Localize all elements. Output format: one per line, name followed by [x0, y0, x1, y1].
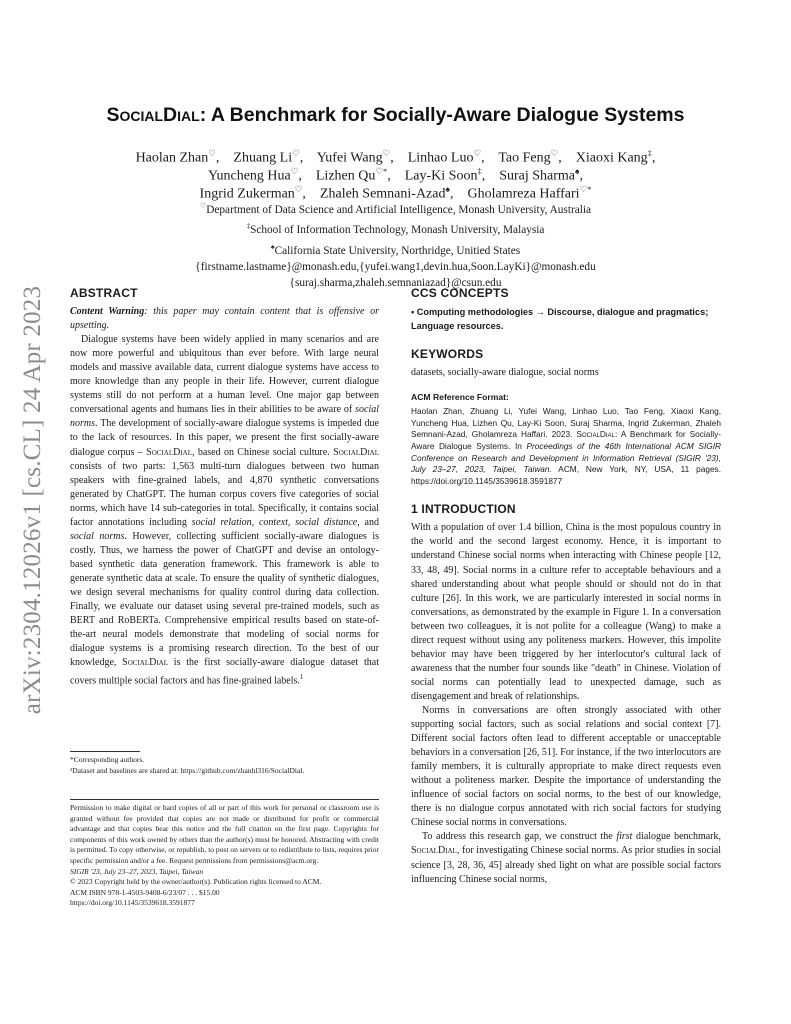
copyright-line: © 2023 Copyright held by the owner/author(s). Publication rights licensed to ACM. — [70, 877, 322, 887]
arxiv-stamp: arXiv:2304.12026v1 [cs.CL] 24 Apr 2023 — [19, 285, 46, 715]
affiliations — [60, 198, 731, 292]
footnotes — [70, 755, 379, 776]
doi-link[interactable]: https://doi.org/10.1145/3539618.3591877 — [70, 898, 195, 908]
footnote-dataset: ¹Dataset and baselines are shared at: https://github.com/zhanhl316/SocialDial. — [70, 765, 305, 775]
keywords-heading: KEYWORDS — [411, 347, 484, 362]
introduction-heading: 1 INTRODUCTION — [411, 502, 516, 517]
author-line-3: Ingrid Zukerman♡, Zhaleh Semnani-Azad♠, Gholamreza Haffari♡* — [199, 184, 592, 202]
intro-paragraph-3: To address this research gap, we construct the first dialogue benchmark, SocialDial, for investigating Chinese social norms. As prior studies in social science [3, 28, 36, 45] already shed light on what are possible social factors influencing Chinese social norms, — [411, 831, 722, 885]
conference-line: SIGIR '23, July 23–27, 2023, Taipei, Taiwan — [70, 866, 204, 876]
content-warning: Content Warning: this paper may contain content that is offensive or upsetting. — [70, 306, 379, 332]
permission-block — [70, 803, 379, 909]
author-line-1: Haolan Zhan♡, Zhuang Li♡, Yufei Wang♡, Linhao Luo♡, Tao Feng♡, Xiaoxi Kang‡, — [135, 148, 656, 166]
acm-reference — [411, 390, 721, 487]
affiliation-1: ♡Department of Data Science and Artificial Intelligence, Monash University, Australia — [199, 202, 592, 216]
permission-text: Permission to make digital or hard copies of all or part of this work for personal or classroom use is granted without fee provided that copies are not made or distributed for profit or commercial advantage and that copies bear this notice and the full citation on the first page. Copyrights for components of this work owned by others than the author(s) must be honored. Abstracting with credit is permitted. To copy otherwise, or republish, to post on servers or to redistribute to lists, requires prior specific permission and/or a fee. Request permissions from permissions@acm.org. — [70, 803, 379, 865]
permission-rule — [70, 799, 379, 800]
intro-paragraph-2: Norms in conversations are often strongly associated with other supporting social factors, such as social relations and social context [7]. Different social factors often lead to different acceptable or unacceptable behaviors in a conversation [26, 51]. For instance, if the two interlocutors are family members, it is culturally appropriate to make direct requests even without a politeness marker. Despite the importance of understanding the influence of social factors on social norms, to the best of our knowledge, there is no dialogue corpus annotated with rich social factors for studying Chinese social norms in conversations. — [411, 705, 721, 829]
left-column — [70, 286, 379, 689]
paper-title: SocialDial: A Benchmark for Socially-Aware Dialogue Systems — [106, 104, 685, 126]
intro-paragraph-1: With a population of over 1.4 billion, China is the most populous country in the world and the second largest economy. Hence, it is important to understand Chinese social norms when interacting with Chinese people [12, 33, 48, 49]. Social norms in a culture refer to acceptable behaviours and a shared understanding about what people should or should not do in that culture [26]. In this work, we are particularly interested in social norms in conversations, as demonstrated by the example in Figure 1. In a conversation between two colleagues, it is not polite for a colleague (Wang) to make a direct request without using any politeness markers. However, this impolite behavior may have been triggered by her interlocutor's cultural lack of awareness that the number four sounds like "death" in Chinese. Violation of social norms can potentially lead to unexpected damage, such as disengagement and break of relationships. — [411, 522, 721, 702]
acm-reference-text: Haolan Zhan, Zhuang Li, Yufei Wang, Linhao Luo, Tao Feng, Xiaoxi Kang, Yuncheng Hua, Lizhen Qu, Lay-Ki Soon, Suraj Sharma, Ingrid Zukerman, Zhaleh Semnani-Azad, Gholamreza Haffari. 2023. SocialDial: A Benchmark for Socially-Aware Dialogue Systems. In Proceedings of the 46th International ACM SIGIR Conference on Research and Development in Information Retrieval (SIGIR '23), July 23–27, 2023, Taipei, Taiwan. ACM, New York, NY, USA, 11 pages. https://doi.org/10.1145/3539618.3591877 — [411, 406, 722, 486]
keywords-text: datasets, socially-aware dialogue, social norms — [411, 367, 599, 379]
isbn-line: ACM ISBN 978-1-4503-9408-6/23/07 . . . $15.00 — [70, 887, 220, 897]
right-column — [411, 286, 721, 887]
abstract-heading: ABSTRACT — [70, 286, 138, 300]
abstract-body: Dialogue systems have been widely applied in many scenarios and are now more powerful and ubiquitous than ever before. With large neural models and massive available data, current dialogue systems have access to more knowledge than any people in their life. However, current dialogue systems still do not perform at a human level. One major gap between conversational agents and humans lies in their abilities to be aware of social norms. The development of socially-aware dialogue systems is impeded due to the lack of resources. In this paper, we present the first socially-aware dialogue corpus – SocialDial, based on Chinese social culture. SocialDial consists of two parts: 1,563 multi-turn dialogues between two human speakers with fine-grained labels, and 4,870 synthetic conversations generated by ChatGPT. The human corpus covers five categories of social norms, which have 14 sub-categories in total. Specifically, it contains social factor annotations including social relation, context, social distance, and social norms. However, collecting sufficient socially-aware dialogues is costly. Thus, we harness the power of ChatGPT and devise an ontology-based synthetic data generation framework. This framework is able to generate synthetic data at scale. To ensure the quality of synthetic dialogues, we design several mechanisms for quality control during data collection. Finally, we evaluate our dataset using several pre-trained models, such as BERT and RoBERTa. Comprehensive empirical results based on state-of-the-art neural models demonstrate that modeling of social norms for dialogue systems is a promising research direction. To the best of our knowledge, SocialDial is the first socially-aware dialogue dataset that covers multiple social factors and has fine-grained labels.$^1$ — [70, 334, 380, 687]
ccs-heading: CCS CONCEPTS — [411, 286, 509, 300]
footnote-corresponding: *Corresponding authors. — [70, 755, 145, 764]
email-line-1: {firstname.lastname}@monash.edu,{yufei.wang1,devin.hua,Soon.LayKi}@monash.edu — [195, 260, 596, 273]
ccs-concepts: • Computing methodologies → Discourse, dialogue and pragmatics; Language resources. — [411, 307, 709, 332]
acm-reference-heading: ACM Reference Format: — [411, 392, 509, 403]
affiliation-3: ♠California State University, Northridge, Unitied States — [270, 242, 521, 257]
email-line-2: {suraj.sharma,zhaleh.semnaniazad}@csun.edu — [289, 277, 502, 290]
author-line-2: Yuncheng Hua♡, Lizhen Qu♡*, Lay-Ki Soon‡, Suraj Sharma♠, — [207, 166, 584, 184]
affiliation-2: ‡School of Information Technology, Monash University, Malaysia — [246, 222, 545, 237]
footnote-rule — [70, 751, 140, 752]
